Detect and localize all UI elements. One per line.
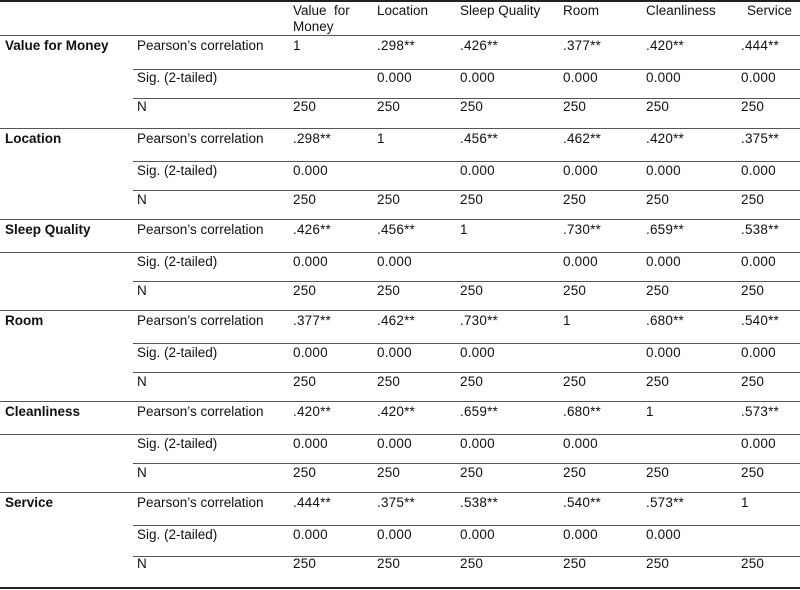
table-cell: 250 [293, 556, 317, 571]
stat-label: Sig. (2-tailed) [137, 163, 218, 178]
stat-label: N [137, 99, 147, 114]
row-divider [133, 343, 800, 344]
stat-label: N [137, 283, 147, 298]
table-cell: .456** [460, 131, 498, 146]
table-cell: 250 [293, 192, 317, 207]
stat-label: Sig. (2-tailed) [137, 70, 218, 85]
table-cell: .420** [377, 404, 415, 419]
row-divider [0, 35, 800, 36]
table-cell: 250 [563, 374, 587, 389]
column-header-service: Service [747, 3, 793, 18]
table-cell: 0.000 [293, 527, 328, 542]
stat-label: Pearson’s correlation [137, 495, 264, 510]
row-divider [0, 219, 800, 220]
row-label: Room [5, 313, 44, 328]
table-cell: 1 [460, 222, 468, 237]
table-cell: .540** [563, 495, 601, 510]
table-cell: .426** [293, 222, 331, 237]
stat-label: Pearson’s correlation [137, 404, 264, 419]
table-cell: .680** [646, 313, 684, 328]
column-header-line: Value for [293, 3, 350, 18]
table-cell: 250 [563, 283, 587, 298]
row-divider [133, 190, 800, 191]
table-cell: .462** [563, 131, 601, 146]
table-cell: 1 [377, 131, 385, 146]
table-cell: 0.000 [563, 254, 598, 269]
table-cell: 0.000 [460, 345, 495, 360]
stat-label: N [137, 556, 147, 571]
row-divider [0, 401, 800, 402]
table-cell: 1 [646, 404, 654, 419]
table-cell: 250 [460, 192, 484, 207]
table-cell: 250 [377, 556, 401, 571]
table-cell: .456** [377, 222, 415, 237]
stat-label: Pearson’s correlation [137, 131, 264, 146]
table-cell: 1 [563, 313, 571, 328]
table-cell: .298** [293, 131, 331, 146]
table-cell: 250 [377, 465, 401, 480]
column-header-sleep-quality: Sleep Quality [460, 3, 541, 18]
row-divider [0, 492, 800, 493]
table-cell: 0.000 [293, 436, 328, 451]
table-cell: 0.000 [293, 163, 328, 178]
table-cell: 0.000 [460, 436, 495, 451]
table-cell: 250 [460, 99, 484, 114]
table-cell: 250 [563, 192, 587, 207]
table-cell: 0.000 [563, 70, 598, 85]
row-divider [133, 525, 800, 526]
table-cell: 250 [293, 374, 317, 389]
table-cell: 0.000 [563, 527, 598, 542]
table-cell: 250 [646, 374, 670, 389]
table-cell: .659** [646, 222, 684, 237]
table-cell: 0.000 [377, 254, 412, 269]
table-cell: 0.000 [646, 527, 681, 542]
table-cell: 250 [293, 99, 317, 114]
column-header-line: Money [293, 19, 334, 34]
row-divider [0, 310, 800, 311]
table-cell: .730** [563, 222, 601, 237]
table-cell: .375** [741, 131, 779, 146]
table-cell: 0.000 [563, 436, 598, 451]
stat-label: Sig. (2-tailed) [137, 436, 218, 451]
table-cell: 0.000 [377, 70, 412, 85]
row-divider [133, 463, 800, 464]
table-cell: 0.000 [741, 345, 776, 360]
table-cell: .298** [377, 38, 415, 53]
row-divider [0, 587, 800, 589]
table-cell: .444** [293, 495, 331, 510]
table-cell: 250 [646, 192, 670, 207]
table-cell: .377** [563, 38, 601, 53]
row-divider [0, 252, 800, 253]
row-label: Cleanliness [5, 404, 81, 419]
table-cell: 250 [563, 465, 587, 480]
table-cell: 0.000 [646, 163, 681, 178]
table-cell: .730** [460, 313, 498, 328]
table-cell: .420** [646, 38, 684, 53]
table-cell: 250 [741, 283, 765, 298]
row-divider [0, 0, 800, 2]
table-cell: .444** [741, 38, 779, 53]
table-cell: .420** [293, 404, 331, 419]
table-cell: 250 [646, 99, 670, 114]
table-cell: 250 [741, 374, 765, 389]
row-divider [133, 372, 800, 373]
table-cell: .540** [741, 313, 779, 328]
row-label: Value for Money [5, 38, 109, 53]
stat-label: N [137, 465, 147, 480]
table-cell: 0.000 [377, 436, 412, 451]
table-cell: 250 [377, 99, 401, 114]
table-cell: 0.000 [741, 70, 776, 85]
row-divider [0, 434, 800, 435]
table-cell: 250 [460, 283, 484, 298]
table-cell: 1 [741, 495, 749, 510]
table-cell: 250 [460, 374, 484, 389]
row-label: Service [5, 495, 54, 510]
table-cell: .462** [377, 313, 415, 328]
table-cell: 0.000 [646, 70, 681, 85]
row-label: Sleep Quality [5, 222, 91, 237]
stat-label: Pearson’s correlation [137, 313, 264, 328]
row-divider [133, 161, 800, 162]
table-cell: 0.000 [741, 163, 776, 178]
stat-label: Sig. (2-tailed) [137, 254, 218, 269]
table-cell: 0.000 [741, 436, 776, 451]
table-cell: 250 [646, 556, 670, 571]
table-cell: 1 [293, 38, 301, 53]
table-cell: 0.000 [460, 527, 495, 542]
table-cell: 250 [377, 192, 401, 207]
column-header-cleanliness: Cleanliness [646, 3, 716, 18]
table-cell: 250 [460, 465, 484, 480]
table-cell: 250 [563, 556, 587, 571]
table-cell: 250 [563, 99, 587, 114]
table-cell: .680** [563, 404, 601, 419]
column-header-value-for-money [293, 3, 359, 35]
table-cell: 0.000 [646, 345, 681, 360]
table-cell: 0.000 [741, 254, 776, 269]
table-cell: .538** [460, 495, 498, 510]
table-cell: .659** [460, 404, 498, 419]
table-cell: 250 [741, 99, 765, 114]
table-cell: 250 [646, 465, 670, 480]
table-cell: 250 [741, 192, 765, 207]
stat-label: N [137, 374, 147, 389]
table-cell: 250 [460, 556, 484, 571]
table-cell: 0.000 [646, 254, 681, 269]
table-cell: 250 [377, 374, 401, 389]
table-cell: .573** [741, 404, 779, 419]
table-cell: 250 [293, 465, 317, 480]
row-divider [0, 128, 800, 129]
table-cell: 250 [646, 283, 670, 298]
table-cell: 0.000 [293, 345, 328, 360]
table-cell: .420** [646, 131, 684, 146]
table-cell: .377** [293, 313, 331, 328]
table-cell: .573** [646, 495, 684, 510]
stat-label: Sig. (2-tailed) [137, 527, 218, 542]
table-cell: 0.000 [563, 163, 598, 178]
table-cell: 250 [741, 465, 765, 480]
stat-label: Sig. (2-tailed) [137, 345, 218, 360]
table-cell: .375** [377, 495, 415, 510]
column-header-room: Room [563, 3, 600, 18]
table-cell: 250 [293, 283, 317, 298]
stat-label: N [137, 192, 147, 207]
stat-label: Pearson’s correlation [137, 38, 264, 53]
table-cell: 0.000 [377, 527, 412, 542]
table-cell: 0.000 [460, 70, 495, 85]
table-cell: 250 [377, 283, 401, 298]
table-cell: .426** [460, 38, 498, 53]
table-cell: 0.000 [293, 254, 328, 269]
table-cell: .538** [741, 222, 779, 237]
table-cell: 250 [741, 556, 765, 571]
row-label: Location [5, 131, 62, 146]
stat-label: Pearson’s correlation [137, 222, 264, 237]
row-divider [133, 281, 800, 282]
column-header-location: Location [377, 3, 429, 18]
table-cell: 0.000 [460, 163, 495, 178]
table-cell: 0.000 [377, 345, 412, 360]
